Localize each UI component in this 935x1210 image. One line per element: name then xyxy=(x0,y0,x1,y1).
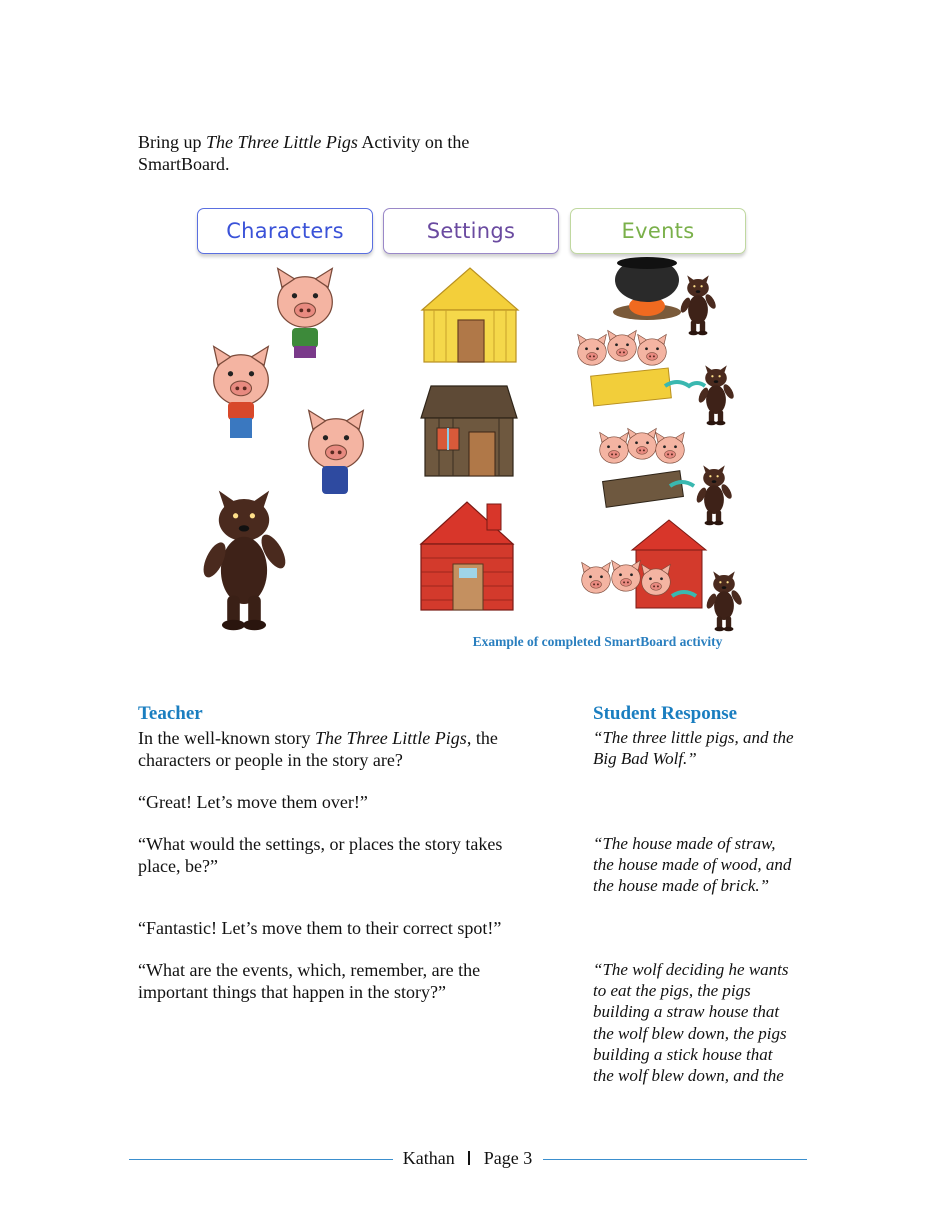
student-r1a: “The three little pigs, and the xyxy=(593,728,794,747)
teacher-question-1 xyxy=(138,727,558,771)
tab-characters-label: Characters xyxy=(226,219,344,243)
student-r3e: building a stick house that xyxy=(593,1044,773,1064)
wolf-character xyxy=(199,491,290,631)
teacher-q1-pre: In the well-known story xyxy=(138,728,315,748)
student-r3b: to eat the pigs, the pigs xyxy=(593,981,751,1001)
footer xyxy=(390,1148,545,1169)
teacher-l3a: “What would the settings, or places the story takes xyxy=(138,834,503,854)
intro-line2: SmartBoard. xyxy=(138,154,230,174)
student-r2b: the house made of wood, and xyxy=(593,855,792,875)
student-response-1 xyxy=(593,727,823,769)
teacher-q1-line2: characters or people in the story are? xyxy=(138,750,403,770)
footer-page-number: Page 3 xyxy=(483,1148,533,1168)
tab-settings-label: Settings xyxy=(426,219,516,243)
footer-author: Kathan xyxy=(402,1148,455,1168)
event-stick-house-blown xyxy=(600,428,734,525)
student-r2c: the house made of brick.” xyxy=(593,876,770,896)
teacher-l3b: place, be?” xyxy=(138,856,218,876)
teacher-l5a: “What are the events, which, remember, are the xyxy=(138,960,481,980)
student-r3f: the wolf blew down, and the xyxy=(593,1066,784,1086)
pig-character-2 xyxy=(214,346,269,438)
brick-house xyxy=(421,502,513,610)
teacher-q1-title: The Three Little Pigs xyxy=(314,728,467,748)
student-r1b: Big Bad Wolf.” xyxy=(593,749,697,769)
student-r3d: the wolf blew down, the pigs xyxy=(593,1023,787,1043)
intro-story-title: The Three Little Pigs xyxy=(206,132,358,152)
event-straw-house-blown xyxy=(578,330,736,425)
teacher-question-5 xyxy=(138,959,558,1003)
straw-house xyxy=(422,268,518,362)
image-caption: Example of completed SmartBoard activity xyxy=(472,634,723,649)
teacher-heading: Teacher xyxy=(138,703,203,724)
student-r3a: “The wolf deciding he wants xyxy=(593,960,789,979)
teacher-q1-post: , the xyxy=(466,728,498,748)
intro-line1-pre: Bring up xyxy=(138,132,207,152)
teacher-line-2: “Great! Let’s move them over!” xyxy=(138,792,368,812)
teacher-line-4: “Fantastic! Let’s move them to their correct spot!” xyxy=(138,918,502,938)
student-heading: Student Response xyxy=(593,703,738,724)
wood-house xyxy=(421,386,517,476)
tab-events-label: Events xyxy=(621,219,695,243)
student-r2a: “The house made of straw, xyxy=(593,834,776,853)
pig-character-3 xyxy=(309,410,364,494)
footer-rule-left xyxy=(129,1159,393,1160)
footer-rule-right xyxy=(543,1159,807,1160)
footer-separator xyxy=(468,1151,470,1165)
event-brick-house xyxy=(582,520,744,631)
student-r3c: building a straw house that xyxy=(593,1002,780,1022)
intro-line1-post: Activity on the xyxy=(357,132,470,152)
pig-character-1 xyxy=(278,268,333,358)
student-response-3 xyxy=(593,959,823,1086)
student-response-2 xyxy=(593,833,823,897)
teacher-l5b: important things that happen in the story?” xyxy=(138,982,446,1002)
teacher-question-3 xyxy=(138,833,558,877)
event-cauldron xyxy=(613,257,718,335)
